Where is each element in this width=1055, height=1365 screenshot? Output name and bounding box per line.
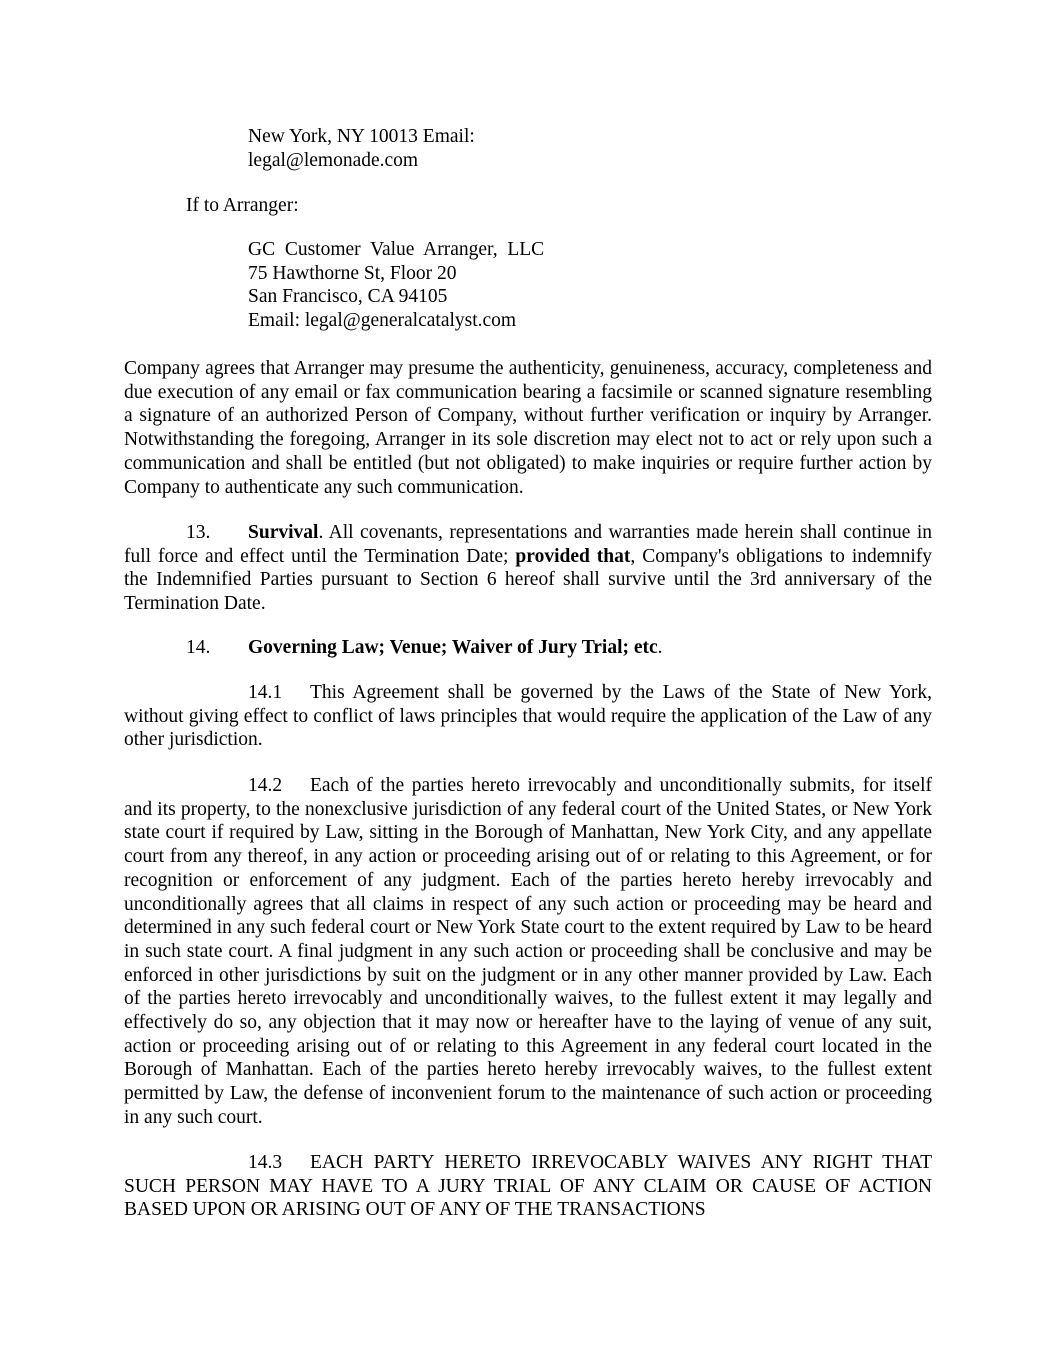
notice-paragraph: Company agrees that Arranger may presume the authenticity, genuineness, accuracy, completeness and due execution of any email or fax communication bearing a facsimile or scanned signature resembling a signature of an authorized Person of Company, without further verification or inquiry by Arranger. Notwithstanding the foregoing, Arranger in its sole discretion may elect not to act or rely upon such a communication and shall be entitled (but not obligated) to make inquiries or require further action by Company to authenticate any such communication.	[124, 358, 932, 498]
arranger-city: San Francisco, CA 94105	[248, 286, 448, 308]
arranger-name: GC Customer Value Arranger, LLC	[248, 239, 545, 260]
section-14-title: Governing Law; Venue; Waiver of Jury Trial; etc	[248, 637, 658, 658]
section-13	[124, 521, 932, 616]
arranger-address	[248, 238, 544, 333]
section-14-1-text: This Agreement shall be governed by the Laws of the State of New York, without giving effect to conflict of laws principles that would require the application of the Law of any other jurisdiction.	[124, 682, 932, 751]
section-13-text-a: . All covenants, representations and warranties made herein shall continue in full force and effect until the Termination Date;	[124, 522, 932, 567]
section-14-2-text: Each of the parties hereto irrevocably and unconditionally submits, for itself and its property, to the nonexclusive jurisdiction of any federal court of the United States, or New York state court if required by Law, sitting in the Borough of Manhattan, New York City, and any appellate court from any thereof, in any action or proceeding arising out of or relating to this Agreement, or for recognition or enforcement of any judgment. Each of the parties hereto hereby irrevocably and unconditionally agrees that all claims in respect of any such action or proceeding may be heard and determined in any such federal court or New York State court to the extent required by Law to be heard in such state court. A final judgment in any such action or proceeding shall be conclusive and may be enforced in other jurisdictions by suit on the judgment or in any other manner provided by Law. Each of the parties hereto irrevocably and unconditionally waives, to the fullest extent it may legally and effectively do so, any objection that it may now or hereafter have to the laying of venue of any suit, action or proceeding arising out of or relating to this Agreement in any federal court located in the Borough of Manhattan. Each of the parties hereto hereby irrevocably waives, to the fullest extent permitted by Law, the defense of inconvenient forum to the maintenance of such action or proceeding in any such court.	[124, 775, 932, 1128]
section-14-1	[124, 681, 932, 752]
arranger-email: Email: legal@generalcatalyst.com	[248, 310, 517, 332]
section-13-text-b: , Company's obligations to indemnify the Indemnified Parties pursuant to Section 6 hereof shall survive until the 3rd anniversary of the Termination Date.	[124, 545, 932, 615]
section-14-2-number: 14.2	[248, 775, 283, 796]
company-email: legal@lemonade.com	[248, 149, 419, 171]
section-14-number: 14.	[186, 637, 211, 658]
if-to-arranger-label: If to Arranger:	[186, 195, 299, 216]
section-14-3	[124, 1151, 932, 1222]
section-14-title-end: .	[657, 637, 663, 658]
section-13-provided-that: provided that	[515, 545, 631, 567]
section-14-3-text: EACH PARTY HERETO IRREVOCABLY WAIVES ANY RIGHT THAT SUCH PERSON MAY HAVE TO A JURY TRIAL OF ANY CLAIM OR CAUSE OF ACTION BASED UPON OR ARISING OUT OF ANY OF THE TRANSACTIONS	[124, 1152, 932, 1221]
section-13-title: Survival	[248, 522, 319, 543]
company-address-line1: New York, NY 10013 Email:	[248, 126, 475, 147]
section-14-1-number: 14.1	[248, 682, 283, 703]
section-13-number: 13.	[186, 522, 211, 543]
company-address	[248, 125, 475, 172]
section-14-3-number: 14.3	[248, 1152, 283, 1173]
arranger-street: 75 Hawthorne St, Floor 20	[248, 262, 457, 284]
section-14-2	[124, 774, 932, 1130]
section-14-heading	[124, 636, 932, 660]
